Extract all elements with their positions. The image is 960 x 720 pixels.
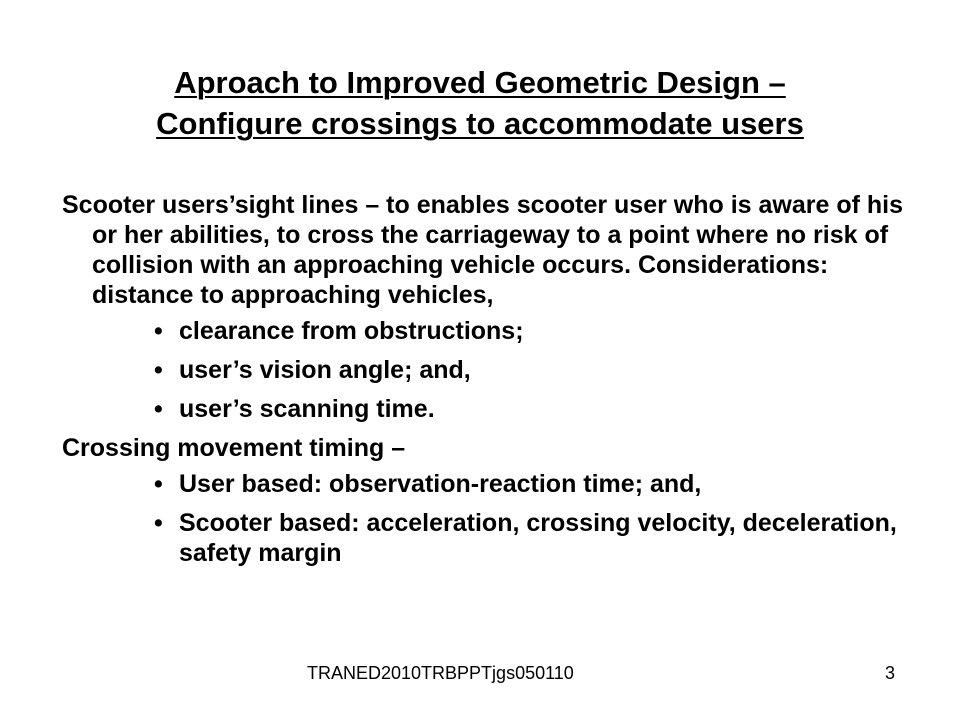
bullet-text: clearance from obstructions; [179,317,524,345]
bullet-text: user’s vision angle; and, [179,356,471,384]
bullet-text: User based: observation-reaction time; and, [179,470,702,498]
page-number: 3 [885,663,896,683]
list-item [62,355,922,385]
list-item [62,316,922,346]
slide-title [0,62,960,144]
bullet-text: Scooter based: acceleration, crossing velocity, deceleration, safety margin [179,509,897,567]
section-crossing-timing-text: Crossing movement timing – [62,434,406,462]
bullet-text: user’s scanning time. [179,395,435,423]
crossing-timing-bullet-list [62,469,922,568]
bullet-icon: • [154,395,163,423]
bullet-icon: • [154,509,163,537]
list-item [62,508,922,568]
bullet-icon: • [154,470,163,498]
title-line-2: Configure crossings to accommodate users [156,106,804,141]
list-item [62,394,922,424]
title-line-1: Aproach to Improved Geometric Design – [174,65,786,100]
slide-body [62,190,922,577]
bullet-icon: • [154,356,163,384]
section-sight-lines-text: Scooter users’sight lines – to enables scooter user who is aware of his or her abilities, to cross the carriageway to a point where no risk of collision with an approaching vehicle occurs. Considerations: distance to approaching vehicles, [62,191,904,309]
footer-code: TRANED2010TRBPPTjgs050110 [307,663,574,683]
list-item [62,469,922,499]
bullet-icon: • [154,317,163,345]
sight-lines-bullet-list [62,316,922,424]
